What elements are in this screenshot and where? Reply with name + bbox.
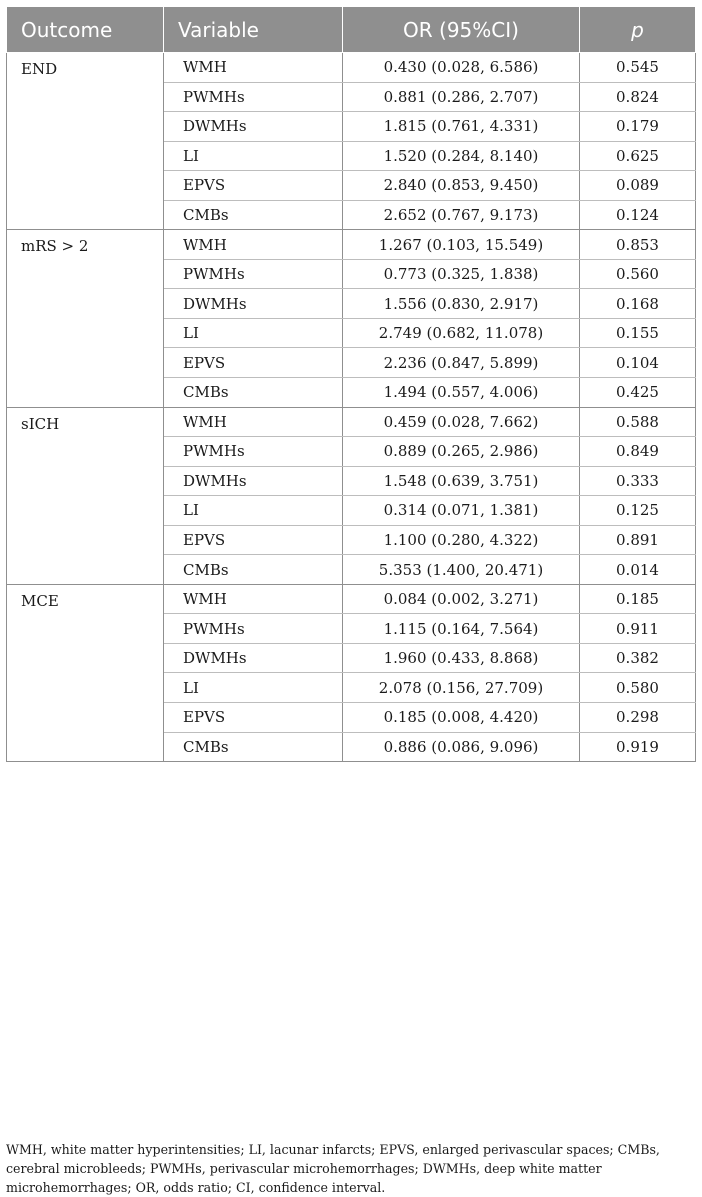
or-ci-cell: 5.353 (1.400, 20.471) bbox=[343, 555, 580, 585]
variable-cell: CMBs bbox=[164, 732, 343, 762]
p-value-cell: 0.545 bbox=[580, 53, 696, 83]
variable-cell: EPVS bbox=[164, 348, 343, 378]
outcome-cell: sICH bbox=[7, 407, 164, 584]
table-row bbox=[7, 230, 696, 260]
table-footnote: WMH, white matter hyperintensities; LI, lacunar infarcts; EPVS, enlarged perivascular spaces; CMBs, cerebral microbleeds; PWMHs, perivascular microhemorrhages; DWMHs, deep white matter microhemorrhages; OR, odds ratio; CI, confidence interval. bbox=[6, 1142, 660, 1195]
or-ci-cell: 1.815 (0.761, 4.331) bbox=[343, 112, 580, 142]
p-value-cell: 0.155 bbox=[580, 318, 696, 348]
p-value-cell: 0.168 bbox=[580, 289, 696, 319]
p-value-cell: 0.911 bbox=[580, 614, 696, 644]
p-value-cell: 0.298 bbox=[580, 703, 696, 733]
or-ci-cell: 0.084 (0.002, 3.271) bbox=[343, 584, 580, 614]
p-value-cell: 0.014 bbox=[580, 555, 696, 585]
table-row bbox=[7, 53, 696, 83]
or-ci-cell: 0.889 (0.265, 2.986) bbox=[343, 437, 580, 467]
variable-cell: LI bbox=[164, 318, 343, 348]
results-table bbox=[6, 6, 696, 762]
p-value-cell: 0.919 bbox=[580, 732, 696, 762]
or-ci-cell: 1.115 (0.164, 7.564) bbox=[343, 614, 580, 644]
variable-cell: EPVS bbox=[164, 703, 343, 733]
or-ci-cell: 0.459 (0.028, 7.662) bbox=[343, 407, 580, 437]
p-value-cell: 0.125 bbox=[580, 496, 696, 526]
p-value-cell: 0.625 bbox=[580, 141, 696, 171]
p-value-cell: 0.425 bbox=[580, 378, 696, 408]
variable-cell: DWMHs bbox=[164, 289, 343, 319]
outcome-cell: mRS > 2 bbox=[7, 230, 164, 407]
variable-cell: CMBs bbox=[164, 378, 343, 408]
or-ci-cell: 1.100 (0.280, 4.322) bbox=[343, 525, 580, 555]
p-value-cell: 0.382 bbox=[580, 643, 696, 673]
or-ci-cell: 0.886 (0.086, 9.096) bbox=[343, 732, 580, 762]
p-value-cell: 0.891 bbox=[580, 525, 696, 555]
table-row bbox=[7, 407, 696, 437]
variable-cell: WMH bbox=[164, 230, 343, 260]
variable-cell: PWMHs bbox=[164, 614, 343, 644]
or-ci-cell: 2.840 (0.853, 9.450) bbox=[343, 171, 580, 201]
header-p: p bbox=[580, 7, 696, 53]
or-ci-cell: 1.267 (0.103, 15.549) bbox=[343, 230, 580, 260]
or-ci-cell: 1.556 (0.830, 2.917) bbox=[343, 289, 580, 319]
variable-cell: DWMHs bbox=[164, 466, 343, 496]
header-variable: Variable bbox=[164, 7, 343, 53]
variable-cell: CMBs bbox=[164, 555, 343, 585]
or-ci-cell: 1.960 (0.433, 8.868) bbox=[343, 643, 580, 673]
or-ci-cell: 2.749 (0.682, 11.078) bbox=[343, 318, 580, 348]
variable-cell: EPVS bbox=[164, 171, 343, 201]
p-value-cell: 0.849 bbox=[580, 437, 696, 467]
or-ci-cell: 0.185 (0.008, 4.420) bbox=[343, 703, 580, 733]
table-row bbox=[7, 584, 696, 614]
header-row bbox=[7, 7, 696, 53]
or-ci-cell: 0.314 (0.071, 1.381) bbox=[343, 496, 580, 526]
or-ci-cell: 1.494 (0.557, 4.006) bbox=[343, 378, 580, 408]
table-body bbox=[7, 53, 696, 762]
outcome-cell: END bbox=[7, 53, 164, 230]
or-ci-cell: 0.881 (0.286, 2.707) bbox=[343, 82, 580, 112]
p-value-cell: 0.089 bbox=[580, 171, 696, 201]
or-ci-cell: 1.548 (0.639, 3.751) bbox=[343, 466, 580, 496]
variable-cell: CMBs bbox=[164, 200, 343, 230]
or-ci-cell: 2.236 (0.847, 5.899) bbox=[343, 348, 580, 378]
variable-cell: WMH bbox=[164, 53, 343, 83]
header-or-ci: OR (95%CI) bbox=[343, 7, 580, 53]
p-value-cell: 0.824 bbox=[580, 82, 696, 112]
header-outcome: Outcome bbox=[7, 7, 164, 53]
variable-cell: DWMHs bbox=[164, 112, 343, 142]
p-value-cell: 0.853 bbox=[580, 230, 696, 260]
p-value-cell: 0.580 bbox=[580, 673, 696, 703]
variable-cell: EPVS bbox=[164, 525, 343, 555]
p-value-cell: 0.185 bbox=[580, 584, 696, 614]
variable-cell: PWMHs bbox=[164, 259, 343, 289]
p-value-cell: 0.124 bbox=[580, 200, 696, 230]
p-value-cell: 0.560 bbox=[580, 259, 696, 289]
variable-cell: DWMHs bbox=[164, 643, 343, 673]
variable-cell: LI bbox=[164, 496, 343, 526]
or-ci-cell: 2.078 (0.156, 27.709) bbox=[343, 673, 580, 703]
or-ci-cell: 2.652 (0.767, 9.173) bbox=[343, 200, 580, 230]
p-value-cell: 0.588 bbox=[580, 407, 696, 437]
or-ci-cell: 0.773 (0.325, 1.838) bbox=[343, 259, 580, 289]
variable-cell: PWMHs bbox=[164, 82, 343, 112]
p-value-cell: 0.179 bbox=[580, 112, 696, 142]
or-ci-cell: 1.520 (0.284, 8.140) bbox=[343, 141, 580, 171]
variable-cell: LI bbox=[164, 673, 343, 703]
variable-cell: WMH bbox=[164, 407, 343, 437]
variable-cell: LI bbox=[164, 141, 343, 171]
or-ci-cell: 0.430 (0.028, 6.586) bbox=[343, 53, 580, 83]
p-value-cell: 0.104 bbox=[580, 348, 696, 378]
variable-cell: PWMHs bbox=[164, 437, 343, 467]
p-value-cell: 0.333 bbox=[580, 466, 696, 496]
outcome-cell: MCE bbox=[7, 584, 164, 761]
variable-cell: WMH bbox=[164, 584, 343, 614]
